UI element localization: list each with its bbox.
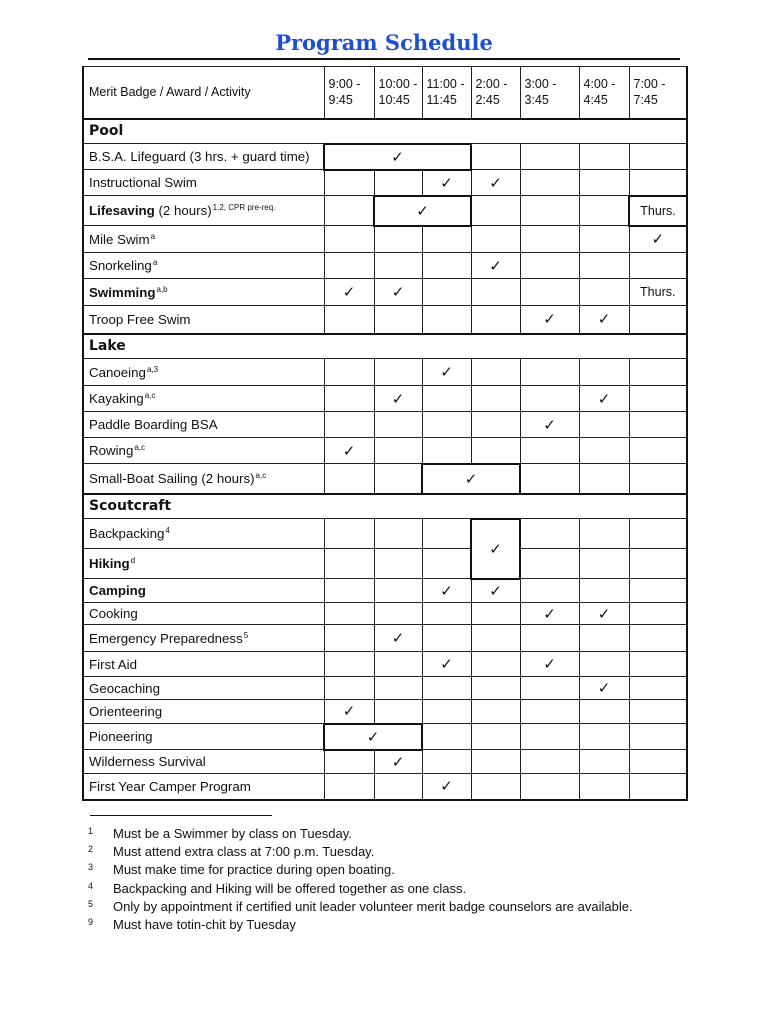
header-time-slot: 3:00 - 3:45 [520, 67, 579, 119]
check-mark-icon: ✓ [629, 226, 687, 253]
activity-footnote-ref: a,c [134, 443, 146, 452]
empty-slot-cell [471, 196, 520, 226]
empty-slot-cell [629, 579, 687, 603]
empty-slot-cell [579, 464, 629, 494]
empty-slot-cell [374, 677, 422, 700]
empty-slot-cell [471, 412, 520, 438]
activity-row [83, 519, 687, 549]
activity-name: Paddle Boarding BSA [89, 417, 218, 432]
empty-slot-cell [629, 774, 687, 800]
activity-name-cell [83, 579, 324, 603]
empty-slot-cell [579, 724, 629, 750]
activity-name: Geocaching [89, 680, 160, 696]
empty-slot-cell [324, 386, 374, 412]
activity-row [83, 438, 687, 464]
activity-row [83, 170, 687, 196]
activity-row [83, 412, 687, 438]
section-row-scoutcraft [83, 494, 687, 519]
empty-slot-cell [629, 652, 687, 677]
empty-slot-cell [629, 253, 687, 279]
empty-slot-cell [471, 750, 520, 774]
empty-slot-cell [422, 549, 471, 579]
footnote-text: Must attend extra class at 7:00 p.m. Tuesday. [113, 844, 375, 860]
empty-slot-cell [324, 359, 374, 386]
activity-name: Mile Swim [89, 231, 150, 247]
empty-slot-cell [374, 359, 422, 386]
empty-slot-cell [324, 750, 374, 774]
check-mark-icon: ✓ [579, 603, 629, 625]
activity-name: Swimming [89, 284, 156, 300]
empty-slot-cell [520, 253, 579, 279]
header-time-slot: 2:00 - 2:45 [471, 67, 520, 119]
empty-slot-cell [422, 724, 471, 750]
empty-slot-cell [520, 226, 579, 253]
empty-slot-cell [324, 774, 374, 800]
empty-slot-cell [422, 306, 471, 334]
empty-slot-cell [579, 519, 629, 549]
activity-extra: (2 hours) [154, 203, 212, 218]
activity-row [83, 774, 687, 800]
empty-slot-cell [520, 519, 579, 549]
check-mark-icon: ✓ [520, 412, 579, 438]
check-mark-icon: ✓ [471, 170, 520, 196]
empty-slot-cell [471, 386, 520, 412]
activity-row [83, 700, 687, 724]
empty-slot-cell [471, 226, 520, 253]
check-mark-icon: ✓ [520, 306, 579, 334]
section-row-lake [83, 334, 687, 359]
empty-slot-cell [471, 603, 520, 625]
footnote-number: 9 [88, 916, 94, 927]
empty-slot-cell [374, 438, 422, 464]
activity-row [83, 279, 687, 306]
check-mark-icon: ✓ [374, 750, 422, 774]
empty-slot-cell [324, 170, 374, 196]
empty-slot-cell [471, 652, 520, 677]
activity-name: Kayaking [89, 391, 144, 406]
check-mark-icon: ✓ [422, 774, 471, 800]
check-mark-icon: ✓ [520, 652, 579, 677]
empty-slot-cell [579, 279, 629, 306]
activity-footnote-ref: a [152, 258, 158, 267]
empty-slot-cell [471, 306, 520, 334]
activity-row [83, 306, 687, 334]
activity-name-cell [83, 625, 324, 652]
check-mark-icon: ✓ [579, 677, 629, 700]
empty-slot-cell [324, 196, 374, 226]
section-heading: Pool [83, 119, 687, 144]
activity-name: Troop Free Swim [89, 311, 191, 327]
empty-slot-cell [471, 677, 520, 700]
empty-slot-cell [324, 625, 374, 652]
empty-slot-cell [629, 519, 687, 549]
empty-slot-cell [520, 386, 579, 412]
activity-row [83, 386, 687, 412]
empty-slot-cell [422, 603, 471, 625]
activity-name: Snorkeling [89, 258, 152, 273]
empty-slot-cell [629, 464, 687, 494]
footnote-number: 3 [88, 862, 94, 873]
empty-slot-cell [374, 774, 422, 800]
section-heading: Scoutcraft [83, 494, 687, 519]
empty-slot-cell [629, 170, 687, 196]
activity-name: First Year Camper Program [89, 778, 251, 794]
empty-slot-cell [629, 438, 687, 464]
check-mark-icon: ✓ [422, 170, 471, 196]
empty-slot-cell [579, 625, 629, 652]
activity-footnote-ref: a,c [255, 470, 267, 480]
empty-slot-cell [520, 750, 579, 774]
activity-name-cell [83, 412, 324, 438]
empty-slot-cell [629, 700, 687, 724]
check-mark-icon: ✓ [471, 519, 520, 579]
activity-row [83, 253, 687, 279]
empty-slot-cell [579, 359, 629, 386]
activity-name: Rowing [89, 443, 134, 458]
empty-slot-cell [579, 652, 629, 677]
header-time-slot: 9:00 - 9:45 [324, 67, 374, 119]
empty-slot-cell [520, 279, 579, 306]
activity-row [83, 750, 687, 774]
empty-slot-cell [629, 677, 687, 700]
empty-slot-cell [374, 603, 422, 625]
activity-row [83, 724, 687, 750]
footnote-item [88, 877, 633, 895]
activity-footnote-ref: a,b [156, 284, 168, 294]
activity-row [83, 625, 687, 652]
footnote-text: Only by appointment if certified unit leader volunteer merit badge counselors are available. [113, 898, 633, 914]
empty-slot-cell [629, 724, 687, 750]
activity-row [83, 464, 687, 494]
empty-slot-cell [374, 464, 422, 494]
empty-slot-cell [520, 579, 579, 603]
activity-name: Backpacking [89, 526, 165, 541]
empty-slot-cell [324, 412, 374, 438]
empty-slot-cell [422, 677, 471, 700]
empty-slot-cell [520, 677, 579, 700]
footnote-item [88, 822, 633, 840]
activity-footnote-ref: 4 [165, 526, 170, 535]
header-time-slot: 7:00 - 7:45 [629, 67, 687, 119]
empty-slot-cell [520, 625, 579, 652]
empty-slot-cell [579, 196, 629, 226]
empty-slot-cell [579, 170, 629, 196]
schedule-table [82, 66, 688, 801]
empty-slot-cell [374, 306, 422, 334]
check-mark-icon: ✓ [374, 386, 422, 412]
header-row [83, 67, 687, 119]
empty-slot-cell [579, 750, 629, 774]
empty-slot-cell [324, 652, 374, 677]
empty-slot-cell [520, 438, 579, 464]
empty-slot-cell [324, 464, 374, 494]
empty-slot-cell [579, 226, 629, 253]
activity-name: Canoeing [89, 364, 146, 380]
activity-footnote-ref: 5 [243, 630, 249, 640]
empty-slot-cell [422, 750, 471, 774]
empty-slot-cell [520, 774, 579, 800]
empty-slot-cell [579, 412, 629, 438]
empty-slot-cell [324, 253, 374, 279]
day-note: Thurs. [629, 196, 687, 226]
footnote-divider [90, 815, 272, 816]
header-time-slot: 11:00 - 11:45 [422, 67, 471, 119]
empty-slot-cell [629, 750, 687, 774]
activity-name-cell [83, 226, 324, 253]
empty-slot-cell [471, 279, 520, 306]
check-mark-icon: ✓ [324, 724, 422, 750]
empty-slot-cell [324, 519, 374, 549]
empty-slot-cell [520, 196, 579, 226]
activity-name: Wilderness Survival [89, 754, 206, 769]
empty-slot-cell [579, 549, 629, 579]
activity-name-cell [83, 549, 324, 579]
empty-slot-cell [520, 170, 579, 196]
check-mark-icon: ✓ [374, 625, 422, 652]
activity-footnote-ref: a [150, 231, 156, 241]
activity-name: Cooking [89, 606, 138, 621]
empty-slot-cell [579, 774, 629, 800]
activity-row [83, 226, 687, 253]
empty-slot-cell [374, 519, 422, 549]
empty-slot-cell [629, 386, 687, 412]
activity-name-cell [83, 677, 324, 700]
empty-slot-cell [422, 438, 471, 464]
empty-slot-cell [471, 700, 520, 724]
activity-name-cell [83, 750, 324, 774]
empty-slot-cell [324, 579, 374, 603]
activity-row [83, 579, 687, 603]
activity-row [83, 359, 687, 386]
activity-name-cell [83, 144, 324, 170]
footnote-item [88, 913, 633, 931]
empty-slot-cell [579, 579, 629, 603]
empty-slot-cell [520, 724, 579, 750]
footnote-item [88, 840, 633, 858]
empty-slot-cell [471, 438, 520, 464]
activity-name-cell [83, 170, 324, 196]
activity-name-cell [83, 386, 324, 412]
empty-slot-cell [471, 359, 520, 386]
empty-slot-cell [471, 625, 520, 652]
empty-slot-cell [629, 306, 687, 334]
check-mark-icon: ✓ [324, 700, 374, 724]
empty-slot-cell [324, 226, 374, 253]
check-mark-icon: ✓ [471, 253, 520, 279]
activity-name-cell [83, 603, 324, 625]
activity-footnote-ref: d [130, 556, 136, 565]
activity-name-cell [83, 306, 324, 334]
empty-slot-cell [422, 279, 471, 306]
empty-slot-cell [471, 144, 520, 170]
activity-name-cell [83, 438, 324, 464]
empty-slot-cell [629, 144, 687, 170]
empty-slot-cell [520, 144, 579, 170]
footnote-number: 2 [88, 844, 94, 855]
empty-slot-cell [471, 724, 520, 750]
footnote-number: 4 [88, 880, 94, 891]
header-activity-label: Merit Badge / Award / Activity [83, 67, 324, 119]
activity-footnote-ref: a,c [144, 391, 156, 400]
activity-name: Hiking [89, 556, 130, 571]
empty-slot-cell [422, 700, 471, 724]
empty-slot-cell [374, 253, 422, 279]
footnote-number: 1 [88, 826, 94, 836]
empty-slot-cell [520, 359, 579, 386]
empty-slot-cell [374, 549, 422, 579]
empty-slot-cell [629, 412, 687, 438]
footnote-text: Must have totin-chit by Tuesday [113, 916, 296, 932]
empty-slot-cell [629, 359, 687, 386]
activity-name: Instructional Swim [89, 175, 197, 190]
empty-slot-cell [374, 652, 422, 677]
empty-slot-cell [579, 700, 629, 724]
check-mark-icon: ✓ [324, 279, 374, 306]
empty-slot-cell [629, 549, 687, 579]
check-mark-icon: ✓ [422, 652, 471, 677]
empty-slot-cell [324, 677, 374, 700]
activity-name-cell [83, 359, 324, 386]
activity-name: Small-Boat Sailing (2 hours) [89, 470, 255, 486]
section-row-pool [83, 119, 687, 144]
header-time-slot: 4:00 - 4:45 [579, 67, 629, 119]
footnote-number: 5 [88, 898, 94, 909]
empty-slot-cell [579, 253, 629, 279]
footnote-item [88, 858, 633, 876]
empty-slot-cell [422, 412, 471, 438]
activity-footnote-ref: 1,2, CPR pre-req. [212, 203, 276, 212]
empty-slot-cell [324, 549, 374, 579]
activity-name-cell [83, 724, 324, 750]
empty-slot-cell [324, 306, 374, 334]
activity-name-cell [83, 253, 324, 279]
check-mark-icon: ✓ [579, 306, 629, 334]
activity-row [83, 196, 687, 226]
empty-slot-cell [629, 625, 687, 652]
empty-slot-cell [374, 226, 422, 253]
activity-name: B.S.A. Lifeguard (3 hrs. + guard time) [89, 149, 310, 164]
activity-row [83, 144, 687, 170]
footnote-text: Must make time for practice during open boating. [113, 862, 395, 878]
footnote-item [88, 895, 633, 913]
section-heading: Lake [83, 334, 687, 359]
empty-slot-cell [422, 226, 471, 253]
activity-name-cell [83, 652, 324, 677]
empty-slot-cell [579, 438, 629, 464]
activity-name: Camping [89, 583, 146, 598]
empty-slot-cell [422, 519, 471, 549]
check-mark-icon: ✓ [324, 438, 374, 464]
header-time-slot: 10:00 - 10:45 [374, 67, 422, 119]
activity-name-cell [83, 519, 324, 549]
empty-slot-cell [374, 579, 422, 603]
check-mark-icon: ✓ [324, 144, 471, 170]
activity-name-cell [83, 464, 324, 494]
empty-slot-cell [520, 549, 579, 579]
activity-name-cell [83, 196, 324, 226]
activity-name: Lifesaving [89, 203, 155, 218]
activity-footnote-ref: a,3 [146, 364, 159, 374]
activity-row [83, 677, 687, 700]
title-divider [88, 58, 680, 60]
check-mark-icon: ✓ [422, 579, 471, 603]
empty-slot-cell [422, 625, 471, 652]
empty-slot-cell [579, 144, 629, 170]
empty-slot-cell [629, 603, 687, 625]
empty-slot-cell [520, 700, 579, 724]
check-mark-icon: ✓ [422, 464, 520, 494]
footnote-text: Backpacking and Hiking will be offered together as one class. [113, 880, 467, 896]
day-note: Thurs. [629, 279, 687, 306]
empty-slot-cell [374, 412, 422, 438]
empty-slot-cell [471, 774, 520, 800]
activity-name-cell [83, 774, 324, 800]
empty-slot-cell [374, 700, 422, 724]
activity-name: Pioneering [89, 729, 153, 744]
activity-name-cell [83, 700, 324, 724]
footnote-list [88, 822, 633, 931]
empty-slot-cell [422, 386, 471, 412]
empty-slot-cell [422, 253, 471, 279]
check-mark-icon: ✓ [374, 279, 422, 306]
activity-row [83, 603, 687, 625]
activity-row [83, 549, 687, 579]
check-mark-icon: ✓ [520, 603, 579, 625]
check-mark-icon: ✓ [471, 579, 520, 603]
empty-slot-cell [324, 603, 374, 625]
activity-name: First Aid [89, 656, 138, 672]
page-title: Program Schedule [275, 30, 493, 55]
activity-row [83, 652, 687, 677]
check-mark-icon: ✓ [579, 386, 629, 412]
activity-name-cell [83, 279, 324, 306]
empty-slot-cell [520, 464, 579, 494]
check-mark-icon: ✓ [422, 359, 471, 386]
empty-slot-cell [374, 170, 422, 196]
activity-name: Orienteering [89, 704, 163, 719]
footnote-text: Must be a Swimmer by class on Tuesday. [113, 826, 352, 841]
check-mark-icon: ✓ [374, 196, 471, 226]
activity-name: Emergency Preparedness [89, 630, 243, 646]
